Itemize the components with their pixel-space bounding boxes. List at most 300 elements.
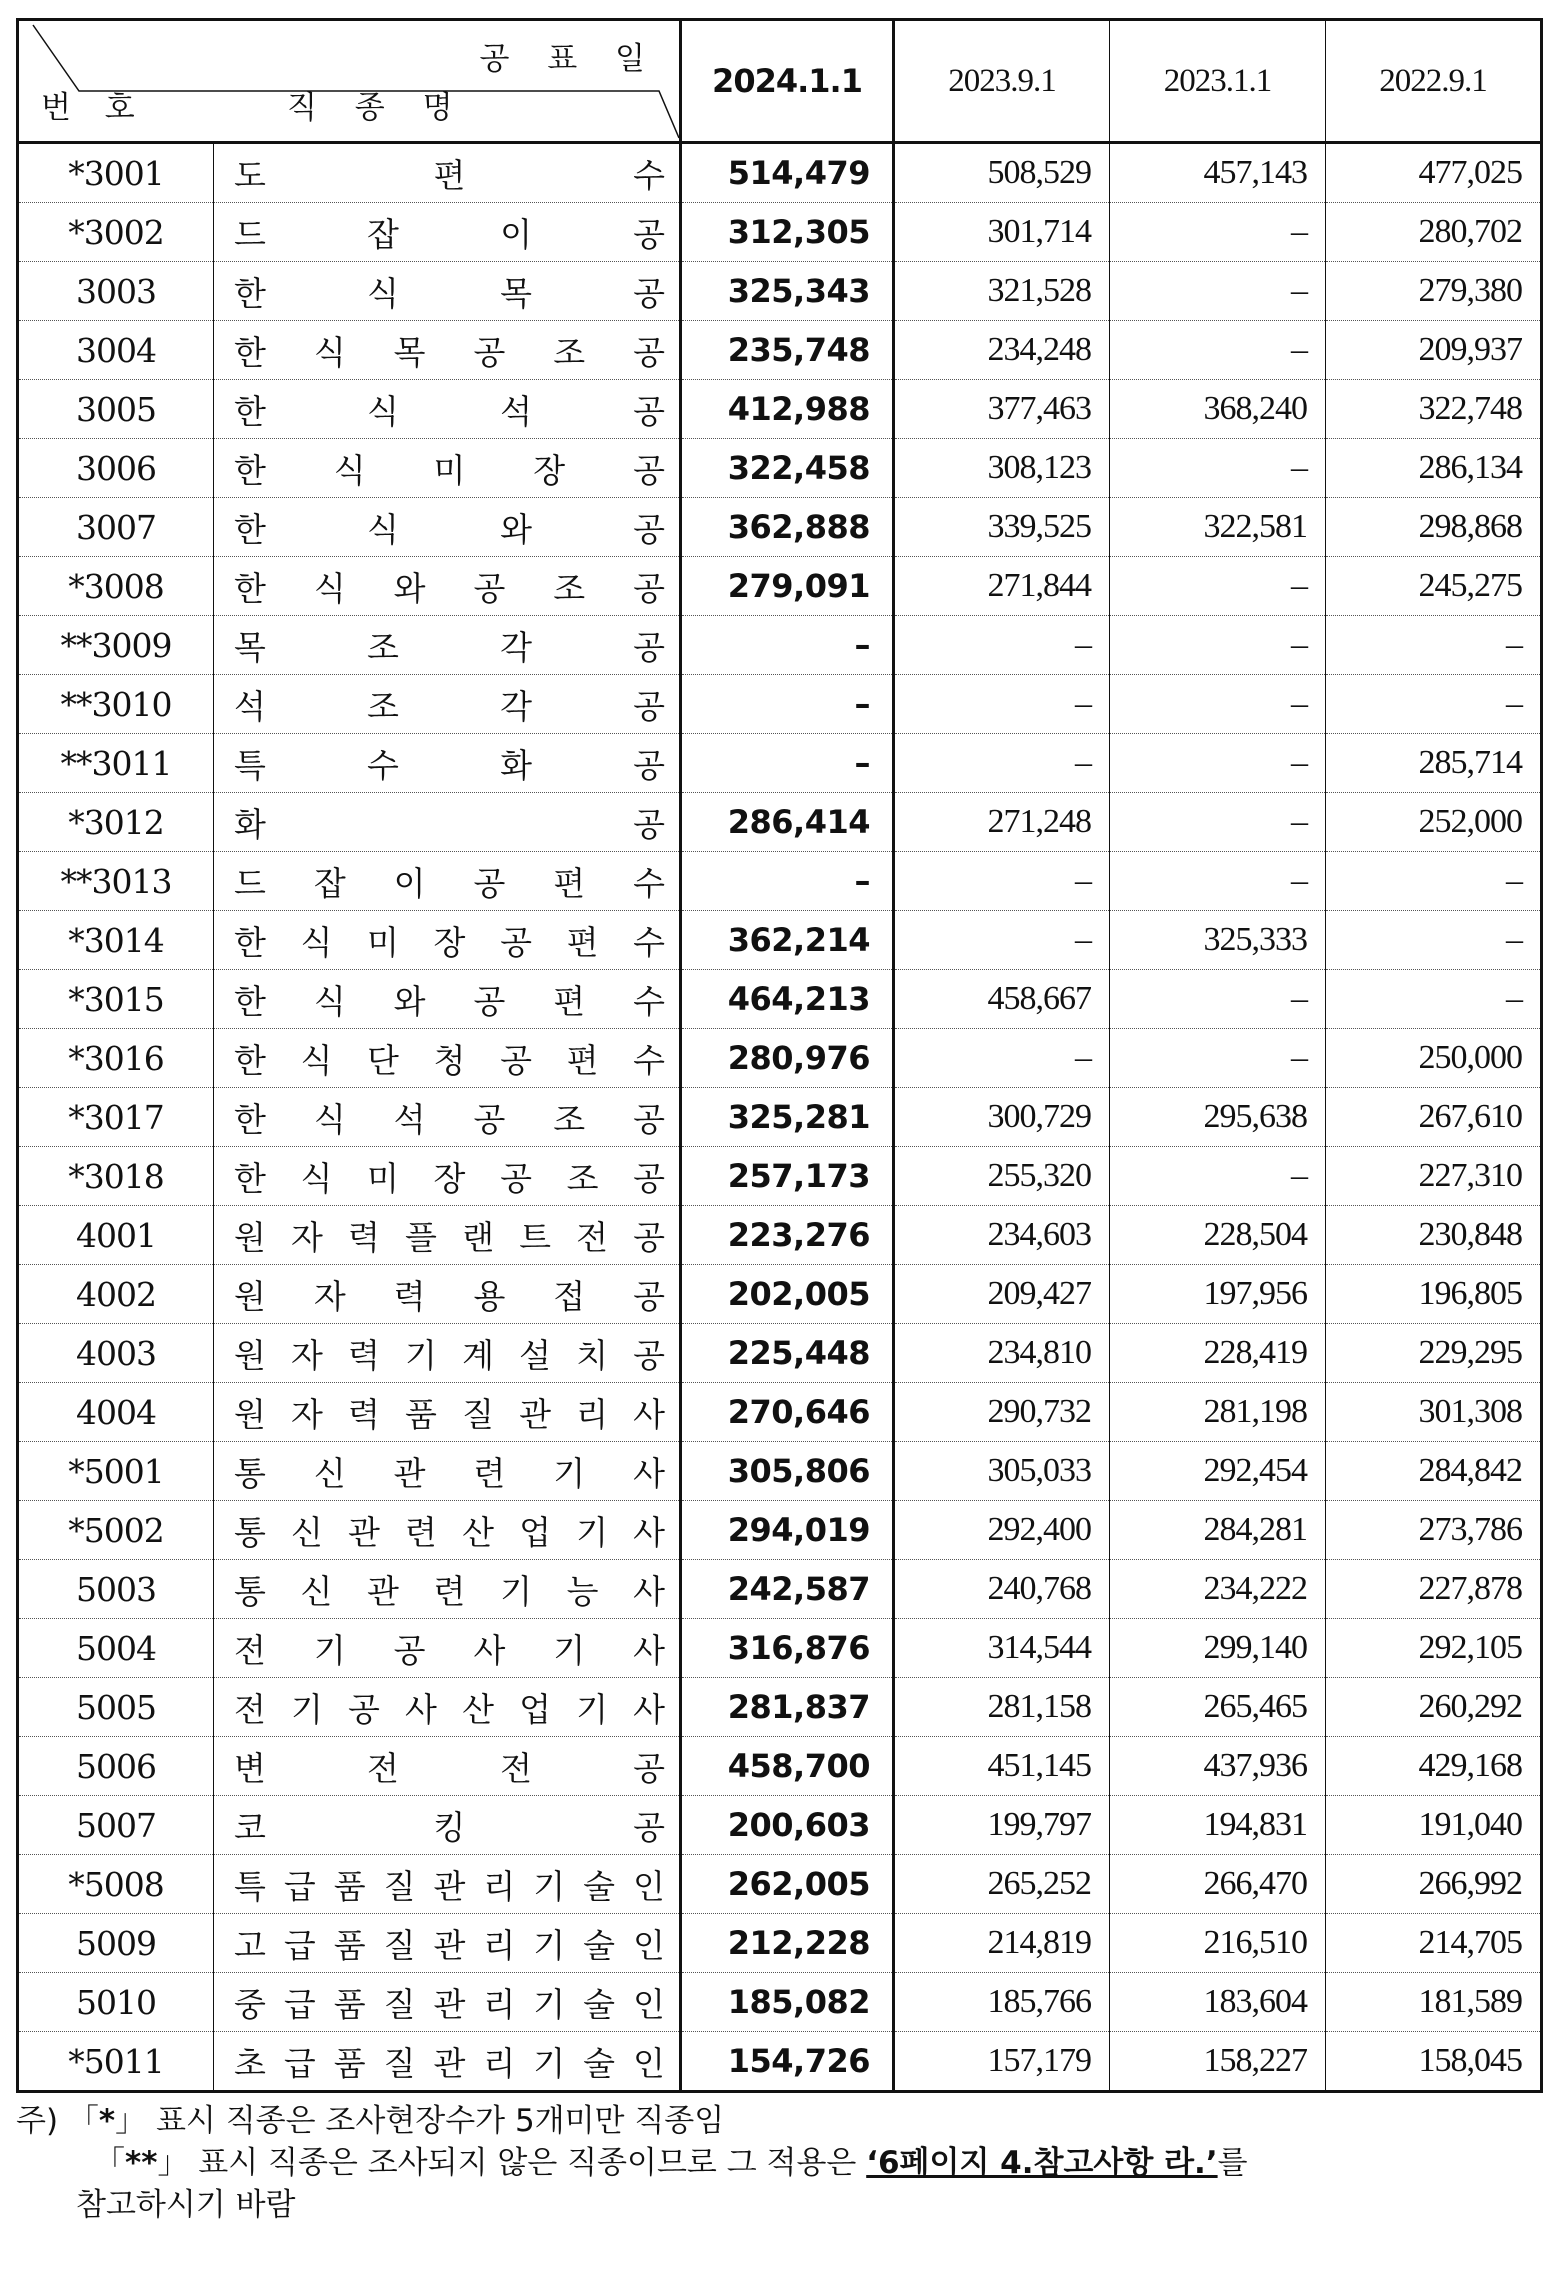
table-row	[18, 1088, 1542, 1147]
wage-2024-1-1-cell: 294,019	[681, 1501, 894, 1560]
job-name-char: 기	[576, 1512, 608, 1552]
job-name-char: 공	[500, 1158, 532, 1198]
job-code-cell: *3014	[18, 911, 214, 970]
job-name-char: 장	[433, 1158, 466, 1198]
wage-2022-9-1-cell: –	[1326, 852, 1542, 911]
reference-link-text: ‘6페이지 4.참고사항 라.’	[866, 2145, 1218, 2181]
wage-2023-9-1-cell: 451,145	[894, 1737, 1110, 1796]
wage-table	[16, 18, 1543, 2093]
job-name-chars	[234, 1507, 665, 1554]
job-name-char: 공	[348, 1689, 380, 1729]
wage-2023-9-1-cell: –	[894, 852, 1110, 911]
job-name-cell	[214, 557, 681, 616]
job-name-chars	[234, 1271, 665, 1318]
wage-2024-1-1-cell: 281,837	[681, 1678, 894, 1737]
table-row	[18, 1914, 1542, 1973]
wage-2024-1-1-cell: 279,091	[681, 557, 894, 616]
wage-2022-9-1-cell: 279,380	[1326, 262, 1542, 321]
job-code-cell: *5008	[18, 1855, 214, 1914]
wage-2022-9-1-cell: 250,000	[1326, 1029, 1542, 1088]
job-name-char: 계	[462, 1335, 494, 1375]
job-name-cell	[214, 1383, 681, 1442]
job-name-cell	[214, 1619, 681, 1678]
job-name-char: 조	[367, 686, 399, 726]
wage-2023-9-1-cell: –	[894, 675, 1110, 734]
job-code-cell: 3004	[18, 321, 214, 380]
job-name-char: 코	[234, 1807, 266, 1847]
job-name-char: 공	[633, 1276, 665, 1316]
job-name-char: 변	[234, 1748, 266, 1788]
table-row	[18, 1501, 1542, 1560]
wage-2024-1-1-cell: 312,305	[681, 203, 894, 262]
job-name-char: 기	[313, 1630, 346, 1670]
job-name-chars	[234, 386, 665, 433]
job-name-char: 치	[576, 1335, 608, 1375]
job-name-char: 목	[393, 332, 426, 372]
job-name-char: 품	[333, 1984, 366, 2024]
job-name-char: 이	[500, 214, 532, 254]
table-row	[18, 143, 1542, 203]
wage-2022-9-1-cell: 260,292	[1326, 1678, 1542, 1737]
job-name-char: 용	[473, 1276, 506, 1316]
job-name-chars	[234, 1389, 665, 1436]
job-name-cell	[214, 1501, 681, 1560]
wage-table-container	[16, 18, 1540, 2093]
job-name-char: 질	[462, 1394, 494, 1434]
job-name-chars	[234, 976, 665, 1023]
job-name-char: 식	[300, 1040, 333, 1080]
job-name-chars	[234, 1625, 665, 1672]
job-name-char: 한	[234, 568, 266, 608]
wage-2024-1-1-cell: 225,448	[681, 1324, 894, 1383]
job-name-char: 전	[576, 1217, 608, 1257]
job-name-cell	[214, 1206, 681, 1265]
job-name-char: 조	[553, 1099, 586, 1139]
job-name-char: 신	[300, 1571, 333, 1611]
job-name-char: 인	[633, 1866, 665, 1906]
job-code-cell: 4004	[18, 1383, 214, 1442]
job-name-char: 신	[313, 1453, 346, 1493]
job-name-cell	[214, 439, 681, 498]
job-name-char: 인	[633, 2043, 665, 2083]
job-name-char: 공	[633, 568, 665, 608]
job-name-char: 사	[633, 1512, 665, 1552]
wage-2023-1-1-cell: –	[1110, 1147, 1326, 1206]
job-name-cell	[214, 616, 681, 675]
job-name-char: 사	[633, 1453, 665, 1493]
wage-2023-9-1-cell: 301,714	[894, 203, 1110, 262]
table-row	[18, 380, 1542, 439]
job-name-char: 조	[566, 1158, 599, 1198]
job-name-char: 급	[283, 2043, 316, 2083]
wage-2024-1-1-cell: 185,082	[681, 1973, 894, 2032]
wage-2024-1-1-cell: 286,414	[681, 793, 894, 852]
job-code-cell: 5010	[18, 1973, 214, 2032]
wage-2023-9-1-cell: –	[894, 1029, 1110, 1088]
job-name-char: 편	[566, 922, 599, 962]
wage-2023-1-1-cell: 228,419	[1110, 1324, 1326, 1383]
wage-2023-9-1-cell: 290,732	[894, 1383, 1110, 1442]
job-name-char: 급	[283, 1984, 316, 2024]
wage-2024-1-1-cell: 362,214	[681, 911, 894, 970]
job-name-chars	[234, 1566, 665, 1613]
job-name-char: 관	[433, 1866, 466, 1906]
job-name-char: 공	[473, 981, 506, 1021]
job-name-char: 기	[533, 1925, 566, 1965]
wage-2022-9-1-cell: 227,878	[1326, 1560, 1542, 1619]
table-row	[18, 1560, 1542, 1619]
table-row	[18, 2032, 1542, 2092]
wage-2023-9-1-cell: 508,529	[894, 143, 1110, 203]
wage-2023-1-1-cell: 234,222	[1110, 1560, 1326, 1619]
wage-2023-1-1-cell: 158,227	[1110, 2032, 1326, 2092]
wage-2022-9-1-cell: 230,848	[1326, 1206, 1542, 1265]
job-name-char: 공	[633, 391, 665, 431]
job-name-chars	[234, 563, 665, 610]
job-name-cell	[214, 852, 681, 911]
job-name-char: 잡	[367, 214, 399, 254]
wage-2024-1-1-cell: 458,700	[681, 1737, 894, 1796]
wage-2024-1-1-cell: 325,343	[681, 262, 894, 321]
job-name-char: 기	[553, 1630, 586, 1670]
wage-2022-9-1-cell: 273,786	[1326, 1501, 1542, 1560]
job-name-chars	[234, 2038, 665, 2085]
job-name-char: 질	[383, 2043, 416, 2083]
job-name-char: 기	[533, 1866, 566, 1906]
wage-2022-9-1-cell: 245,275	[1326, 557, 1542, 616]
job-name-char: 업	[519, 1689, 551, 1729]
job-name-char: 인	[633, 1984, 665, 2024]
job-name-char: 관	[367, 1571, 399, 1611]
job-code-cell: **3009	[18, 616, 214, 675]
job-name-char: 질	[383, 1925, 416, 1965]
wage-2023-9-1-cell: 234,603	[894, 1206, 1110, 1265]
job-name-chars	[234, 327, 665, 374]
job-name-char: 잡	[313, 863, 346, 903]
wage-2022-9-1-cell: 227,310	[1326, 1147, 1542, 1206]
job-name-char: 접	[553, 1276, 586, 1316]
job-name-char: 초	[234, 2043, 266, 2083]
footnote-single-star: 주) 「*」 표시 직종은 조사현장수가 5개미만 직종임	[16, 2103, 725, 2139]
wage-2023-1-1-cell: –	[1110, 616, 1326, 675]
job-name-chars	[234, 1094, 665, 1141]
footnotes	[16, 2100, 1546, 2226]
job-name-char: 식	[313, 1099, 346, 1139]
wage-2023-1-1-cell: 368,240	[1110, 380, 1326, 439]
wage-2023-9-1-cell: 185,766	[894, 1973, 1110, 2032]
job-code-cell: *3008	[18, 557, 214, 616]
job-name-char: 공	[633, 214, 665, 254]
job-name-char: 력	[348, 1335, 380, 1375]
job-name-cell	[214, 203, 681, 262]
job-name-char: 와	[393, 568, 426, 608]
wage-2024-1-1-cell: 212,228	[681, 1914, 894, 1973]
table-row	[18, 1206, 1542, 1265]
job-name-char: 력	[348, 1394, 380, 1434]
job-name-char: 공	[633, 686, 665, 726]
wage-2023-9-1-cell: 234,810	[894, 1324, 1110, 1383]
job-name-char: 조	[367, 627, 399, 667]
job-name-char: 사	[405, 1689, 437, 1729]
job-name-chars	[234, 1802, 665, 1849]
wage-2024-1-1-cell: 362,888	[681, 498, 894, 557]
job-code-cell: *3016	[18, 1029, 214, 1088]
wage-2023-1-1-cell: –	[1110, 203, 1326, 262]
job-name-cell	[214, 1737, 681, 1796]
job-name-char: 공	[633, 450, 665, 490]
job-code-cell: 5005	[18, 1678, 214, 1737]
wage-2022-9-1-cell: 191,040	[1326, 1796, 1542, 1855]
job-name-char: 식	[300, 922, 333, 962]
job-name-char: 공	[633, 627, 665, 667]
wage-2024-1-1-cell: 257,173	[681, 1147, 894, 1206]
job-name-char: 관	[433, 1984, 466, 2024]
job-name-cell	[214, 498, 681, 557]
job-name-cell	[214, 1029, 681, 1088]
wage-2022-9-1-cell: 252,000	[1326, 793, 1542, 852]
job-name-char: 고	[234, 1925, 266, 1965]
wage-2022-9-1-cell: 284,842	[1326, 1442, 1542, 1501]
wage-2024-1-1-cell: 280,976	[681, 1029, 894, 1088]
job-code-cell: *3002	[18, 203, 214, 262]
wage-2023-9-1-cell: 292,400	[894, 1501, 1110, 1560]
job-name-char: 식	[313, 981, 346, 1021]
wage-2024-1-1-cell: –	[681, 852, 894, 911]
job-name-char: 사	[633, 1394, 665, 1434]
job-name-char: 편	[433, 155, 466, 195]
job-name-char: 석	[393, 1099, 426, 1139]
wage-2024-1-1-cell: 223,276	[681, 1206, 894, 1265]
job-name-chars	[234, 1153, 665, 1200]
job-name-char: 전	[234, 1630, 266, 1670]
job-name-char: 편	[553, 863, 586, 903]
job-name-char: 화	[500, 745, 532, 785]
job-name-chars	[234, 681, 665, 728]
job-name-char: 술	[583, 2043, 616, 2083]
job-name-char: 관	[393, 1453, 426, 1493]
wage-2023-9-1-cell: –	[894, 616, 1110, 675]
wage-2023-9-1-cell: 308,123	[894, 439, 1110, 498]
job-name-chars	[234, 1920, 665, 1967]
job-name-column-label: 직 종 명	[287, 90, 467, 126]
job-name-cell	[214, 1442, 681, 1501]
job-name-chars	[234, 445, 665, 492]
job-name-chars	[234, 504, 665, 551]
wage-2023-1-1-cell: 437,936	[1110, 1737, 1326, 1796]
job-code-cell: *5002	[18, 1501, 214, 1560]
wage-2023-9-1-cell: 281,158	[894, 1678, 1110, 1737]
job-name-char: 중	[234, 1984, 266, 2024]
job-name-char: 조	[553, 568, 586, 608]
job-name-char: 청	[433, 1040, 466, 1080]
wage-2023-1-1-cell: 295,638	[1110, 1088, 1326, 1147]
job-name-char: 기	[405, 1335, 437, 1375]
table-row	[18, 1324, 1542, 1383]
job-name-char: 품	[405, 1394, 437, 1434]
job-name-char: 자	[313, 1276, 346, 1316]
wage-2022-9-1-cell: –	[1326, 675, 1542, 734]
wage-2023-9-1-cell: –	[894, 911, 1110, 970]
job-name-char: 한	[234, 332, 266, 372]
wage-2023-1-1-cell: 194,831	[1110, 1796, 1326, 1855]
wage-2023-9-1-cell: 265,252	[894, 1855, 1110, 1914]
job-name-chars	[234, 268, 665, 315]
job-code-cell: *3015	[18, 970, 214, 1029]
job-name-char: 련	[405, 1512, 437, 1552]
wage-2024-1-1-cell: 154,726	[681, 2032, 894, 2092]
job-name-char: 품	[333, 1925, 366, 1965]
job-name-char: 능	[566, 1571, 599, 1611]
job-name-char: 공	[633, 1099, 665, 1139]
job-name-char: 수	[633, 863, 665, 903]
job-name-char: 한	[234, 391, 266, 431]
job-name-char: 공	[393, 1630, 426, 1670]
job-name-char: 리	[483, 1984, 516, 2024]
job-code-cell: 4001	[18, 1206, 214, 1265]
wage-2023-1-1-cell: –	[1110, 557, 1326, 616]
table-row	[18, 616, 1542, 675]
job-name-char: 사	[473, 1630, 506, 1670]
wage-2023-1-1-cell: 266,470	[1110, 1855, 1326, 1914]
wage-2024-1-1-cell: 316,876	[681, 1619, 894, 1678]
table-row	[18, 1383, 1542, 1442]
wage-2024-1-1-cell: 242,587	[681, 1560, 894, 1619]
wage-2023-1-1-cell: 265,465	[1110, 1678, 1326, 1737]
job-name-chars	[234, 1684, 665, 1731]
job-name-char: 술	[583, 1866, 616, 1906]
job-name-chars	[234, 1861, 665, 1908]
date-header-2023-9-1: 2023.9.1	[894, 20, 1110, 143]
wage-2023-1-1-cell: 281,198	[1110, 1383, 1326, 1442]
table-row	[18, 1265, 1542, 1324]
job-name-char: 한	[234, 273, 266, 313]
job-name-cell	[214, 380, 681, 439]
wage-2023-9-1-cell: 300,729	[894, 1088, 1110, 1147]
wage-2023-9-1-cell: 209,427	[894, 1265, 1110, 1324]
wage-2022-9-1-cell: –	[1326, 970, 1542, 1029]
job-name-char: 미	[433, 450, 466, 490]
job-name-char: 통	[234, 1453, 266, 1493]
job-name-char: 식	[313, 332, 346, 372]
job-name-char: 도	[234, 155, 266, 195]
job-code-cell: 3005	[18, 380, 214, 439]
wage-2022-9-1-cell: 229,295	[1326, 1324, 1542, 1383]
job-name-char: 력	[348, 1217, 380, 1257]
job-name-char: 공	[633, 804, 665, 844]
wage-2022-9-1-cell: 285,714	[1326, 734, 1542, 793]
wage-2023-1-1-cell: –	[1110, 1029, 1326, 1088]
table-row	[18, 203, 1542, 262]
job-name-char: 공	[473, 863, 506, 903]
job-name-chars	[234, 150, 665, 197]
job-code-cell: *5001	[18, 1442, 214, 1501]
job-name-char: 관	[348, 1512, 380, 1552]
wage-2023-1-1-cell: –	[1110, 852, 1326, 911]
code-column-label: 번 호	[41, 90, 147, 126]
job-name-cell	[214, 1796, 681, 1855]
job-name-chars	[234, 1979, 665, 2026]
table-header-row	[18, 20, 1542, 143]
job-name-char: 트	[519, 1217, 551, 1257]
wage-2023-1-1-cell: 325,333	[1110, 911, 1326, 970]
wage-2022-9-1-cell: 267,610	[1326, 1088, 1542, 1147]
job-name-char: 리	[483, 2043, 516, 2083]
job-name-char: 인	[633, 1925, 665, 1965]
job-name-chars	[234, 917, 665, 964]
wage-2022-9-1-cell: 280,702	[1326, 203, 1542, 262]
job-name-char: 공	[633, 509, 665, 549]
job-name-char: 한	[234, 922, 266, 962]
job-name-cell	[214, 262, 681, 321]
table-row	[18, 557, 1542, 616]
header-diagonal-cell	[18, 20, 681, 143]
job-name-chars	[234, 1035, 665, 1082]
wage-2023-1-1-cell: –	[1110, 439, 1326, 498]
wage-2022-9-1-cell: 181,589	[1326, 1973, 1542, 2032]
wage-2022-9-1-cell: 209,937	[1326, 321, 1542, 380]
wage-2023-9-1-cell: 234,248	[894, 321, 1110, 380]
job-name-char: 품	[333, 2043, 366, 2083]
wage-2024-1-1-cell: –	[681, 616, 894, 675]
job-name-char: 수	[367, 745, 399, 785]
job-name-char: 목	[234, 627, 266, 667]
wage-2024-1-1-cell: 322,458	[681, 439, 894, 498]
wage-2022-9-1-cell: 292,105	[1326, 1619, 1542, 1678]
job-name-char: 질	[383, 1984, 416, 2024]
job-name-char: 편	[566, 1040, 599, 1080]
wage-2023-1-1-cell: –	[1110, 734, 1326, 793]
job-name-cell	[214, 1324, 681, 1383]
wage-2024-1-1-cell: 305,806	[681, 1442, 894, 1501]
job-code-cell: 3007	[18, 498, 214, 557]
wage-2022-9-1-cell: 298,868	[1326, 498, 1542, 557]
job-code-cell: *5011	[18, 2032, 214, 2092]
job-name-char: 공	[633, 1807, 665, 1847]
table-row	[18, 1029, 1542, 1088]
job-name-char: 이	[393, 863, 426, 903]
wage-2024-1-1-cell: 270,646	[681, 1383, 894, 1442]
wage-2023-1-1-cell: –	[1110, 675, 1326, 734]
wage-2023-9-1-cell: 321,528	[894, 262, 1110, 321]
job-name-char: 한	[234, 450, 266, 490]
job-name-char: 술	[583, 1925, 616, 1965]
wage-2022-9-1-cell: 196,805	[1326, 1265, 1542, 1324]
job-name-char: 공	[473, 332, 506, 372]
wage-2023-9-1-cell: 240,768	[894, 1560, 1110, 1619]
job-name-chars	[234, 1212, 665, 1259]
wage-2023-9-1-cell: 271,248	[894, 793, 1110, 852]
wage-2023-1-1-cell: 284,281	[1110, 1501, 1326, 1560]
table-row	[18, 734, 1542, 793]
wage-2023-1-1-cell: 292,454	[1110, 1442, 1326, 1501]
wage-2024-1-1-cell: –	[681, 734, 894, 793]
table-row	[18, 1442, 1542, 1501]
job-name-char: 통	[234, 1512, 266, 1552]
job-name-char: 공	[633, 1748, 665, 1788]
job-name-char: 각	[500, 686, 532, 726]
table-body	[18, 143, 1542, 2092]
job-name-char: 랜	[462, 1217, 494, 1257]
job-name-char: 수	[633, 981, 665, 1021]
job-name-char: 식	[367, 391, 399, 431]
table-row	[18, 1796, 1542, 1855]
table-row	[18, 498, 1542, 557]
table-row	[18, 1973, 1542, 2032]
job-name-char: 특	[234, 745, 266, 785]
job-name-char: 리	[483, 1866, 516, 1906]
job-code-cell: **3011	[18, 734, 214, 793]
table-row	[18, 1855, 1542, 1914]
